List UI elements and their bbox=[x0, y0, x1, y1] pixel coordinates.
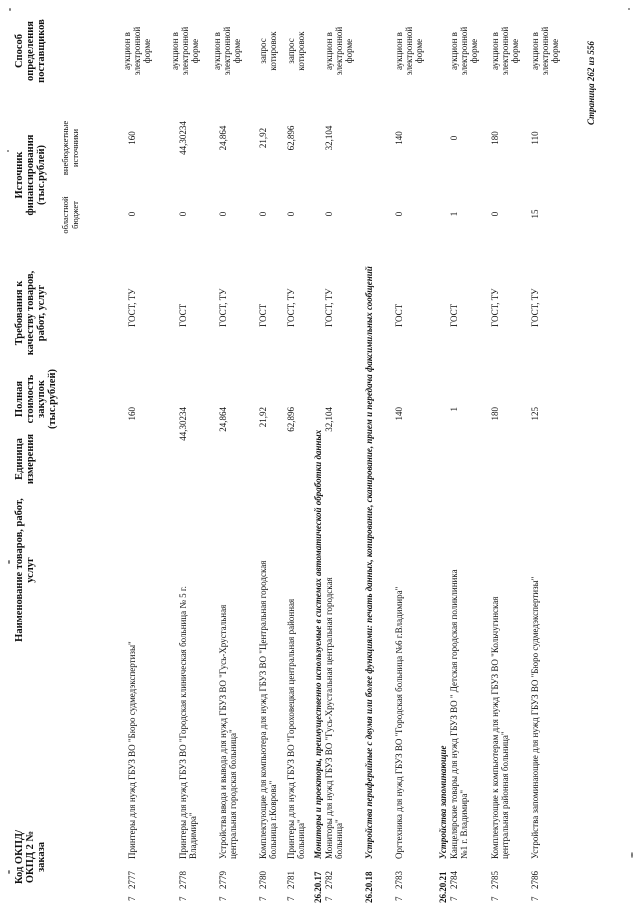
row-requirements: ГОСТ, ТУ bbox=[490, 288, 500, 327]
row-requirements: ГОСТ bbox=[258, 303, 268, 327]
scan-speck bbox=[628, 8, 630, 10]
scan-speck bbox=[8, 870, 10, 874]
row-number: 2777 bbox=[127, 871, 137, 889]
row-method: аукцион в электронной форме bbox=[212, 26, 242, 76]
row-regional: 15 bbox=[530, 209, 540, 219]
header-unit: Единица измерения bbox=[14, 433, 36, 485]
row-cost: 125 bbox=[530, 407, 540, 421]
row-name: Принтеры для нужд ГБУЗ ВО "Городская клиническая больница № 5 г. Владимира" bbox=[178, 586, 198, 859]
row-method: аукцион в электронной форме bbox=[490, 26, 520, 76]
row-cost: 62,896 bbox=[286, 407, 296, 432]
row-cost: 160 bbox=[127, 407, 137, 421]
row-extra: 0 bbox=[449, 135, 459, 141]
row-requirements: ГОСТ, ТУ bbox=[127, 288, 137, 327]
row-prefix: 7 bbox=[394, 896, 404, 901]
row-number: 2783 bbox=[394, 871, 404, 889]
row-name: Устройства запоминающие для нужд ГБУЗ ВО "Бюро судмедэкспертизы" bbox=[530, 576, 540, 859]
row-requirements: ГОСТ bbox=[449, 303, 459, 327]
row-requirements: ГОСТ, ТУ bbox=[324, 288, 334, 327]
row-prefix: 7 bbox=[530, 896, 540, 901]
row-prefix: 7 bbox=[449, 896, 459, 901]
row-regional: 0 bbox=[490, 211, 500, 217]
section-title: Мониторы и проекторы, преимущественно используемые в системах автоматической обработки данных bbox=[313, 429, 323, 859]
row-method: аукцион в электронной форме bbox=[530, 26, 560, 76]
row-regional: 0 bbox=[127, 211, 137, 217]
section-title: Устройства запоминающие bbox=[438, 745, 448, 859]
row-prefix: 7 bbox=[127, 896, 137, 901]
row-method: запрос котировок bbox=[258, 31, 278, 71]
row-number: 2779 bbox=[218, 871, 228, 889]
row-name: Канцелярские товары для нужд ГБУЗ ВО " Детская городская поликлиника №1 г. Владимира" bbox=[449, 569, 469, 859]
row-extra: 24,864 bbox=[218, 125, 228, 151]
header-method: Способ определения поставщиков bbox=[14, 19, 47, 83]
row-number: 2782 bbox=[324, 871, 334, 889]
row-cost: 180 bbox=[490, 407, 500, 421]
header-code: Код ОКПД/ ОКПД 2 № заказа bbox=[14, 829, 47, 885]
row-method: запрос котировок bbox=[286, 31, 306, 71]
row-name: Принтеры для нужд ГБУЗ ВО "Гороховецкая центральная районная больница" bbox=[286, 598, 306, 859]
row-cost: 24,864 bbox=[218, 407, 228, 432]
header-cost: Полная стоимость закупок (тыс.рублей) bbox=[14, 368, 58, 430]
row-extra: 180 bbox=[490, 131, 500, 145]
row-prefix: 7 bbox=[218, 896, 228, 901]
row-regional: 0 bbox=[324, 211, 334, 217]
row-requirements: ГОСТ bbox=[178, 303, 188, 327]
row-prefix: 7 bbox=[258, 896, 268, 901]
row-number: 2778 bbox=[178, 871, 188, 889]
row-method: аукцион в электронной форме bbox=[122, 26, 152, 76]
row-name: Комплектующие для компьютера для нужд ГБУЗ ВО "Центральная городская больница г.Коврова" bbox=[258, 560, 278, 859]
page-number: Страница 262 из 556 bbox=[586, 41, 596, 125]
row-extra: 110 bbox=[530, 131, 540, 145]
row-number: 2781 bbox=[286, 871, 296, 889]
header-source: Источник финансирования (тыс.рублей) bbox=[14, 134, 47, 216]
row-name: Мониторы для нужд ГБУЗ ВО "Гусь-Хрустальная центральная городская больница" bbox=[324, 577, 344, 859]
row-number: 2786 bbox=[530, 871, 540, 889]
row-extra: 44,30234 bbox=[178, 121, 188, 155]
row-name: Комплектующие к компьютерам для нужд ГБУЗ ВО "Кольчугинская центральная районная больница" bbox=[490, 596, 510, 859]
row-cost: 1 bbox=[449, 407, 459, 412]
row-requirements: ГОСТ, ТУ bbox=[286, 288, 296, 327]
row-requirements: ГОСТ, ТУ bbox=[218, 288, 228, 327]
header-source-regional: областной бюджет bbox=[60, 196, 80, 234]
row-method: аукцион в электронной форме bbox=[394, 26, 424, 76]
row-name: Оргтехника для нужд ГБУЗ ВО "Городская больница №6 г.Владимира" bbox=[394, 586, 404, 859]
row-number: 2784 bbox=[449, 871, 459, 889]
row-extra: 62,896 bbox=[286, 125, 296, 151]
row-cost: 32,104 bbox=[324, 407, 334, 432]
row-prefix: 7 bbox=[324, 896, 334, 901]
row-method: аукцион в электронной форме bbox=[324, 26, 354, 76]
row-extra: 21,92 bbox=[258, 127, 268, 149]
row-regional: 0 bbox=[218, 211, 228, 217]
row-name: Устройства ввода и вывода для нужд ГБУЗ ВО "Гусь-Хрустальная центральная городская больница" bbox=[218, 604, 238, 859]
scan-speck bbox=[631, 852, 633, 858]
row-prefix: 7 bbox=[286, 896, 296, 901]
row-regional: 1 bbox=[449, 211, 459, 217]
row-extra: 160 bbox=[127, 131, 137, 145]
header-requirements: Требования к качеству товаров, работ, услуг bbox=[14, 270, 47, 356]
header-name: Наименование товаров, работ, услуг bbox=[14, 498, 36, 642]
row-number: 2785 bbox=[490, 871, 500, 889]
section-code: 26.20.21 bbox=[438, 871, 448, 903]
row-regional: 0 bbox=[258, 211, 268, 217]
row-number: 2780 bbox=[258, 871, 268, 889]
section-code: 26.20.17 bbox=[313, 871, 323, 903]
row-regional: 0 bbox=[394, 211, 404, 217]
row-cost: 44,30234 bbox=[178, 407, 188, 441]
row-prefix: 7 bbox=[490, 896, 500, 901]
scan-speck bbox=[8, 560, 10, 564]
row-name: Принтеры для нужд ГБУЗ ВО "Бюро судмедэкспертизы" bbox=[127, 641, 137, 859]
row-requirements: ГОСТ, ТУ bbox=[530, 288, 540, 327]
row-regional: 0 bbox=[178, 211, 188, 217]
row-extra: 32,104 bbox=[324, 125, 334, 151]
section-title: Устройства периферийные с двумя или более функциями: печать данных, копирование, сканирование, прием и передача факсимильных сообщений bbox=[364, 266, 374, 859]
scan-speck bbox=[7, 150, 9, 152]
row-cost: 21,92 bbox=[258, 407, 268, 428]
row-prefix: 7 bbox=[178, 896, 188, 901]
row-requirements: ГОСТ bbox=[394, 303, 404, 327]
section-code: 26.20.18 bbox=[364, 871, 374, 903]
row-cost: 140 bbox=[394, 407, 404, 421]
row-regional: 0 bbox=[286, 211, 296, 217]
scan-speck bbox=[9, 8, 11, 11]
row-method: аукцион в электронной форме bbox=[449, 26, 479, 76]
row-method: аукцион в электронной форме bbox=[170, 26, 200, 76]
header-source-extra: внебюджетные источники bbox=[60, 120, 80, 176]
row-extra: 140 bbox=[394, 131, 404, 145]
